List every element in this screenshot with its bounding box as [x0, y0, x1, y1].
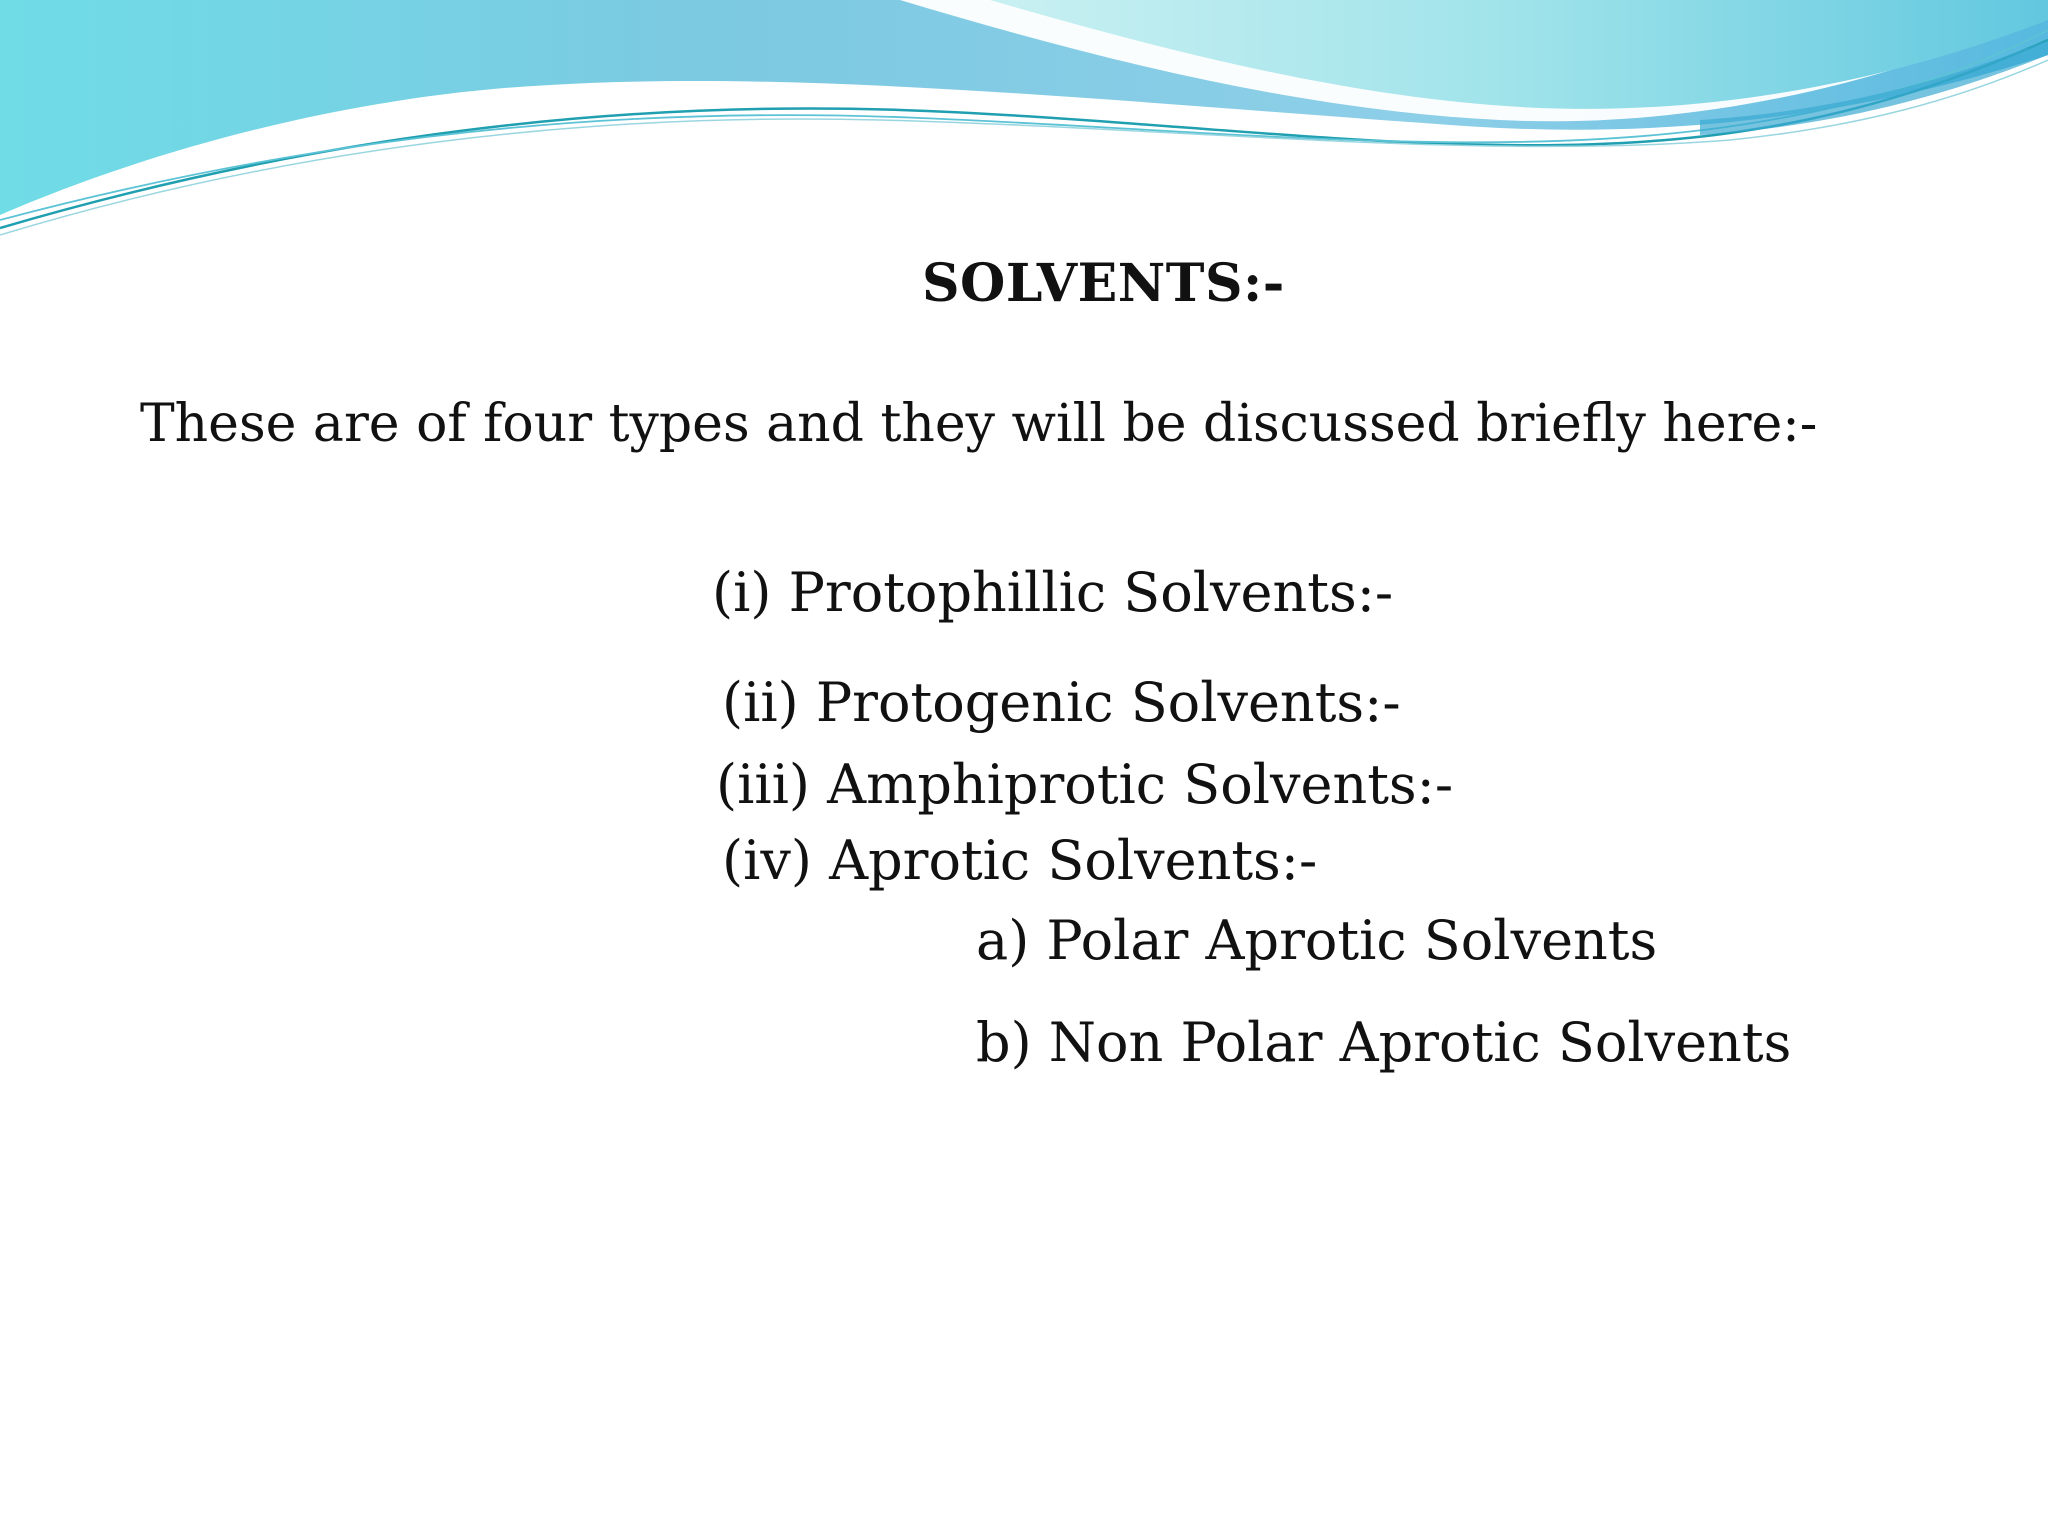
slide-title: SOLVENTS:-: [922, 253, 1285, 314]
sub-item-polar-aprotic: a) Polar Aprotic Solvents: [976, 909, 1658, 972]
sub-item-non-polar-aprotic: b) Non Polar Aprotic Solvents: [976, 1011, 1792, 1074]
list-item-protophillic: (i) Protophillic Solvents:-: [712, 561, 1394, 624]
list-item-protogenic: (ii) Protogenic Solvents:-: [722, 671, 1401, 734]
intro-text: These are of four types and they will be discussed briefly here:-: [140, 394, 1818, 454]
header-wave-decoration: [0, 0, 2048, 240]
list-item-aprotic: (iv) Aprotic Solvents:-: [722, 829, 1318, 892]
list-item-amphiprotic: (iii) Amphiprotic Solvents:-: [716, 753, 1454, 816]
